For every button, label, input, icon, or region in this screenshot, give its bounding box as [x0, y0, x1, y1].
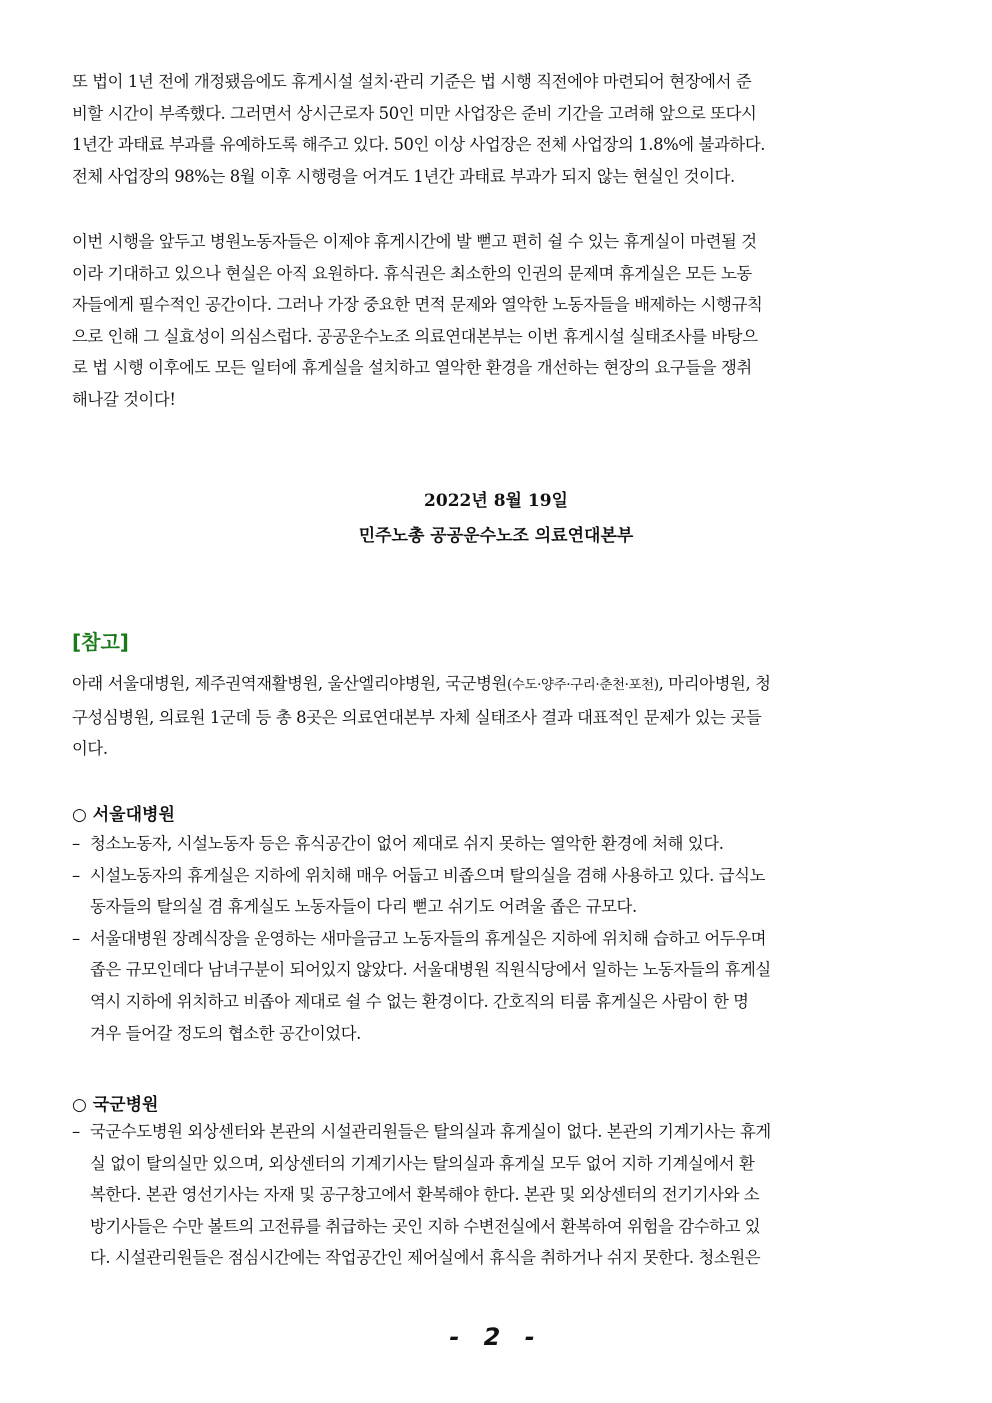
intro-small-text: (수도·양주·구리·춘천·포천) [506, 677, 659, 693]
text-line: 복한다. 본관 영선기사는 자재 및 공구창고에서 환복해야 한다. 본관 및 외상센터의 전기기사와 소 [90, 1185, 760, 1205]
text-line: 역시 지하에 위치하고 비좁아 제대로 쉴 수 없는 환경이다. 간호직의 티룸 휴게실은 사람이 한 명 [90, 991, 749, 1011]
bullet-dash: – [72, 928, 80, 948]
text-line: 방기사들은 수만 볼트의 고전류를 취급하는 곳인 지하 수변전실에서 환복하여 위험을 감수하고 있 [90, 1216, 761, 1236]
list-item [72, 1116, 920, 1274]
text-line: 전체 사업장의 98%는 8월 이후 시행령을 어겨도 1년간 과태료 부과가 되지 않는 현실인 것이다. [72, 166, 735, 186]
text-line: 또 법이 1년 전에 개정됐음에도 휴게시설 설치·관리 기준은 법 시행 직전에야 마련되어 현장에서 준 [72, 72, 752, 91]
text-line [72, 668, 920, 702]
section-list-snuh [72, 828, 920, 1049]
section-title-military-hospital: ○ 국군병원 [72, 1095, 159, 1115]
text-line: 구성심병원, 의료원 1군데 등 총 8곳은 의료연대본부 자체 실태조사 결과 대표적인 문제가 있는 곳들 [72, 707, 762, 727]
paragraph-1 [72, 66, 920, 192]
intro-text: , 마리아병원, 청 [658, 674, 771, 693]
text-line: 로 법 시행 이후에도 모든 일터에 휴게실을 설치하고 열악한 환경을 개선하는 현장의 요구들을 쟁취 [72, 358, 752, 378]
signature-date: 2022년 8월 19일 [424, 491, 568, 511]
bullet-dash: – [72, 834, 80, 853]
reference-heading: [참고] [72, 630, 129, 654]
text-line: 시설노동자의 휴게실은 지하에 위치해 매우 어둡고 비좁으며 탈의실을 겸해 사용하고 있다. 급식노 [90, 865, 766, 885]
list-item [72, 828, 920, 860]
text-line: 으로 인해 그 실효성이 의심스럽다. 공공운수노조 의료연대본부는 이번 휴게시설 실태조사를 바탕으 [72, 326, 758, 346]
text-line: 청소노동자, 시설노동자 등은 휴식공간이 없어 제대로 쉬지 못하는 열악한 환경에 처해 있다. [90, 834, 724, 853]
paragraph-2 [72, 226, 920, 416]
text-line: 자들에게 필수적인 공간이다. 그러나 가장 중요한 면적 문제와 열악한 노동자들을 배제하는 시행규칙 [72, 295, 763, 315]
text-line: 동자들의 탈의실 겸 휴게실도 노동자들이 다리 뻗고 쉬기도 어려울 좁은 규모다. [90, 897, 637, 917]
text-line: 이라 기대하고 있으나 현실은 아직 요원하다. 휴식권은 최소한의 인권의 문제며 휴게실은 모든 노동 [72, 263, 752, 283]
text-line: 국군수도병원 외상센터와 본관의 시설관리원들은 탈의실과 휴게실이 없다. 본관의 기계기사는 휴게 [90, 1122, 771, 1141]
list-item [72, 860, 920, 923]
section-list-military-hospital [72, 1116, 920, 1274]
text-line: 해나갈 것이다! [72, 389, 176, 409]
intro-text: 아래 서울대병원, 제주권역재활병원, 울산엘리야병원, 국군병원 [72, 674, 507, 693]
bullet-dash: – [72, 1122, 80, 1141]
bullet-dash: – [72, 865, 80, 885]
list-item [72, 923, 920, 1049]
text-line: 비할 시간이 부족했다. 그러면서 상시근로자 50인 미만 사업장은 준비 기간을 고려해 앞으로 또다시 [72, 103, 757, 123]
text-line: 이번 시행을 앞두고 병원노동자들은 이제야 휴게시간에 발 뻗고 편히 쉴 수 있는 휴게실이 마련될 것 [72, 232, 757, 251]
text-line: 서울대병원 장례식장을 운영하는 새마을금고 노동자들의 휴게실은 지하에 위치해 습하고 어두우며 [90, 928, 767, 948]
text-line: 실 없이 탈의실만 있으며, 외상센터의 기계기사는 탈의실과 휴게실 모두 없어 지하 기계실에서 환 [90, 1153, 755, 1173]
text-line: 1년간 과태료 부과를 유예하도록 해주고 있다. 50인 이상 사업장은 전체 사업장의 1.8%에 불과하다. [72, 135, 766, 155]
page-number: - 2 - [449, 1323, 543, 1351]
text-line: 좁은 규모인데다 남녀구분이 되어있지 않았다. 서울대병원 직원식당에서 일하는 노동자들의 휴게실 [90, 960, 771, 980]
text-line: 이다. [72, 739, 108, 759]
text-line: 다. 시설관리원들은 점심시간에는 작업공간인 제어실에서 휴식을 취하거나 쉬지 못한다. 청소원은 [90, 1248, 761, 1268]
section-title-snuh: ○ 서울대병원 [72, 805, 175, 825]
signature-org: 민주노총 공공운수노조 의료연대본부 [358, 526, 634, 546]
reference-intro [72, 668, 920, 765]
text-line: 겨우 들어갈 정도의 협소한 공간이었다. [90, 1023, 361, 1043]
